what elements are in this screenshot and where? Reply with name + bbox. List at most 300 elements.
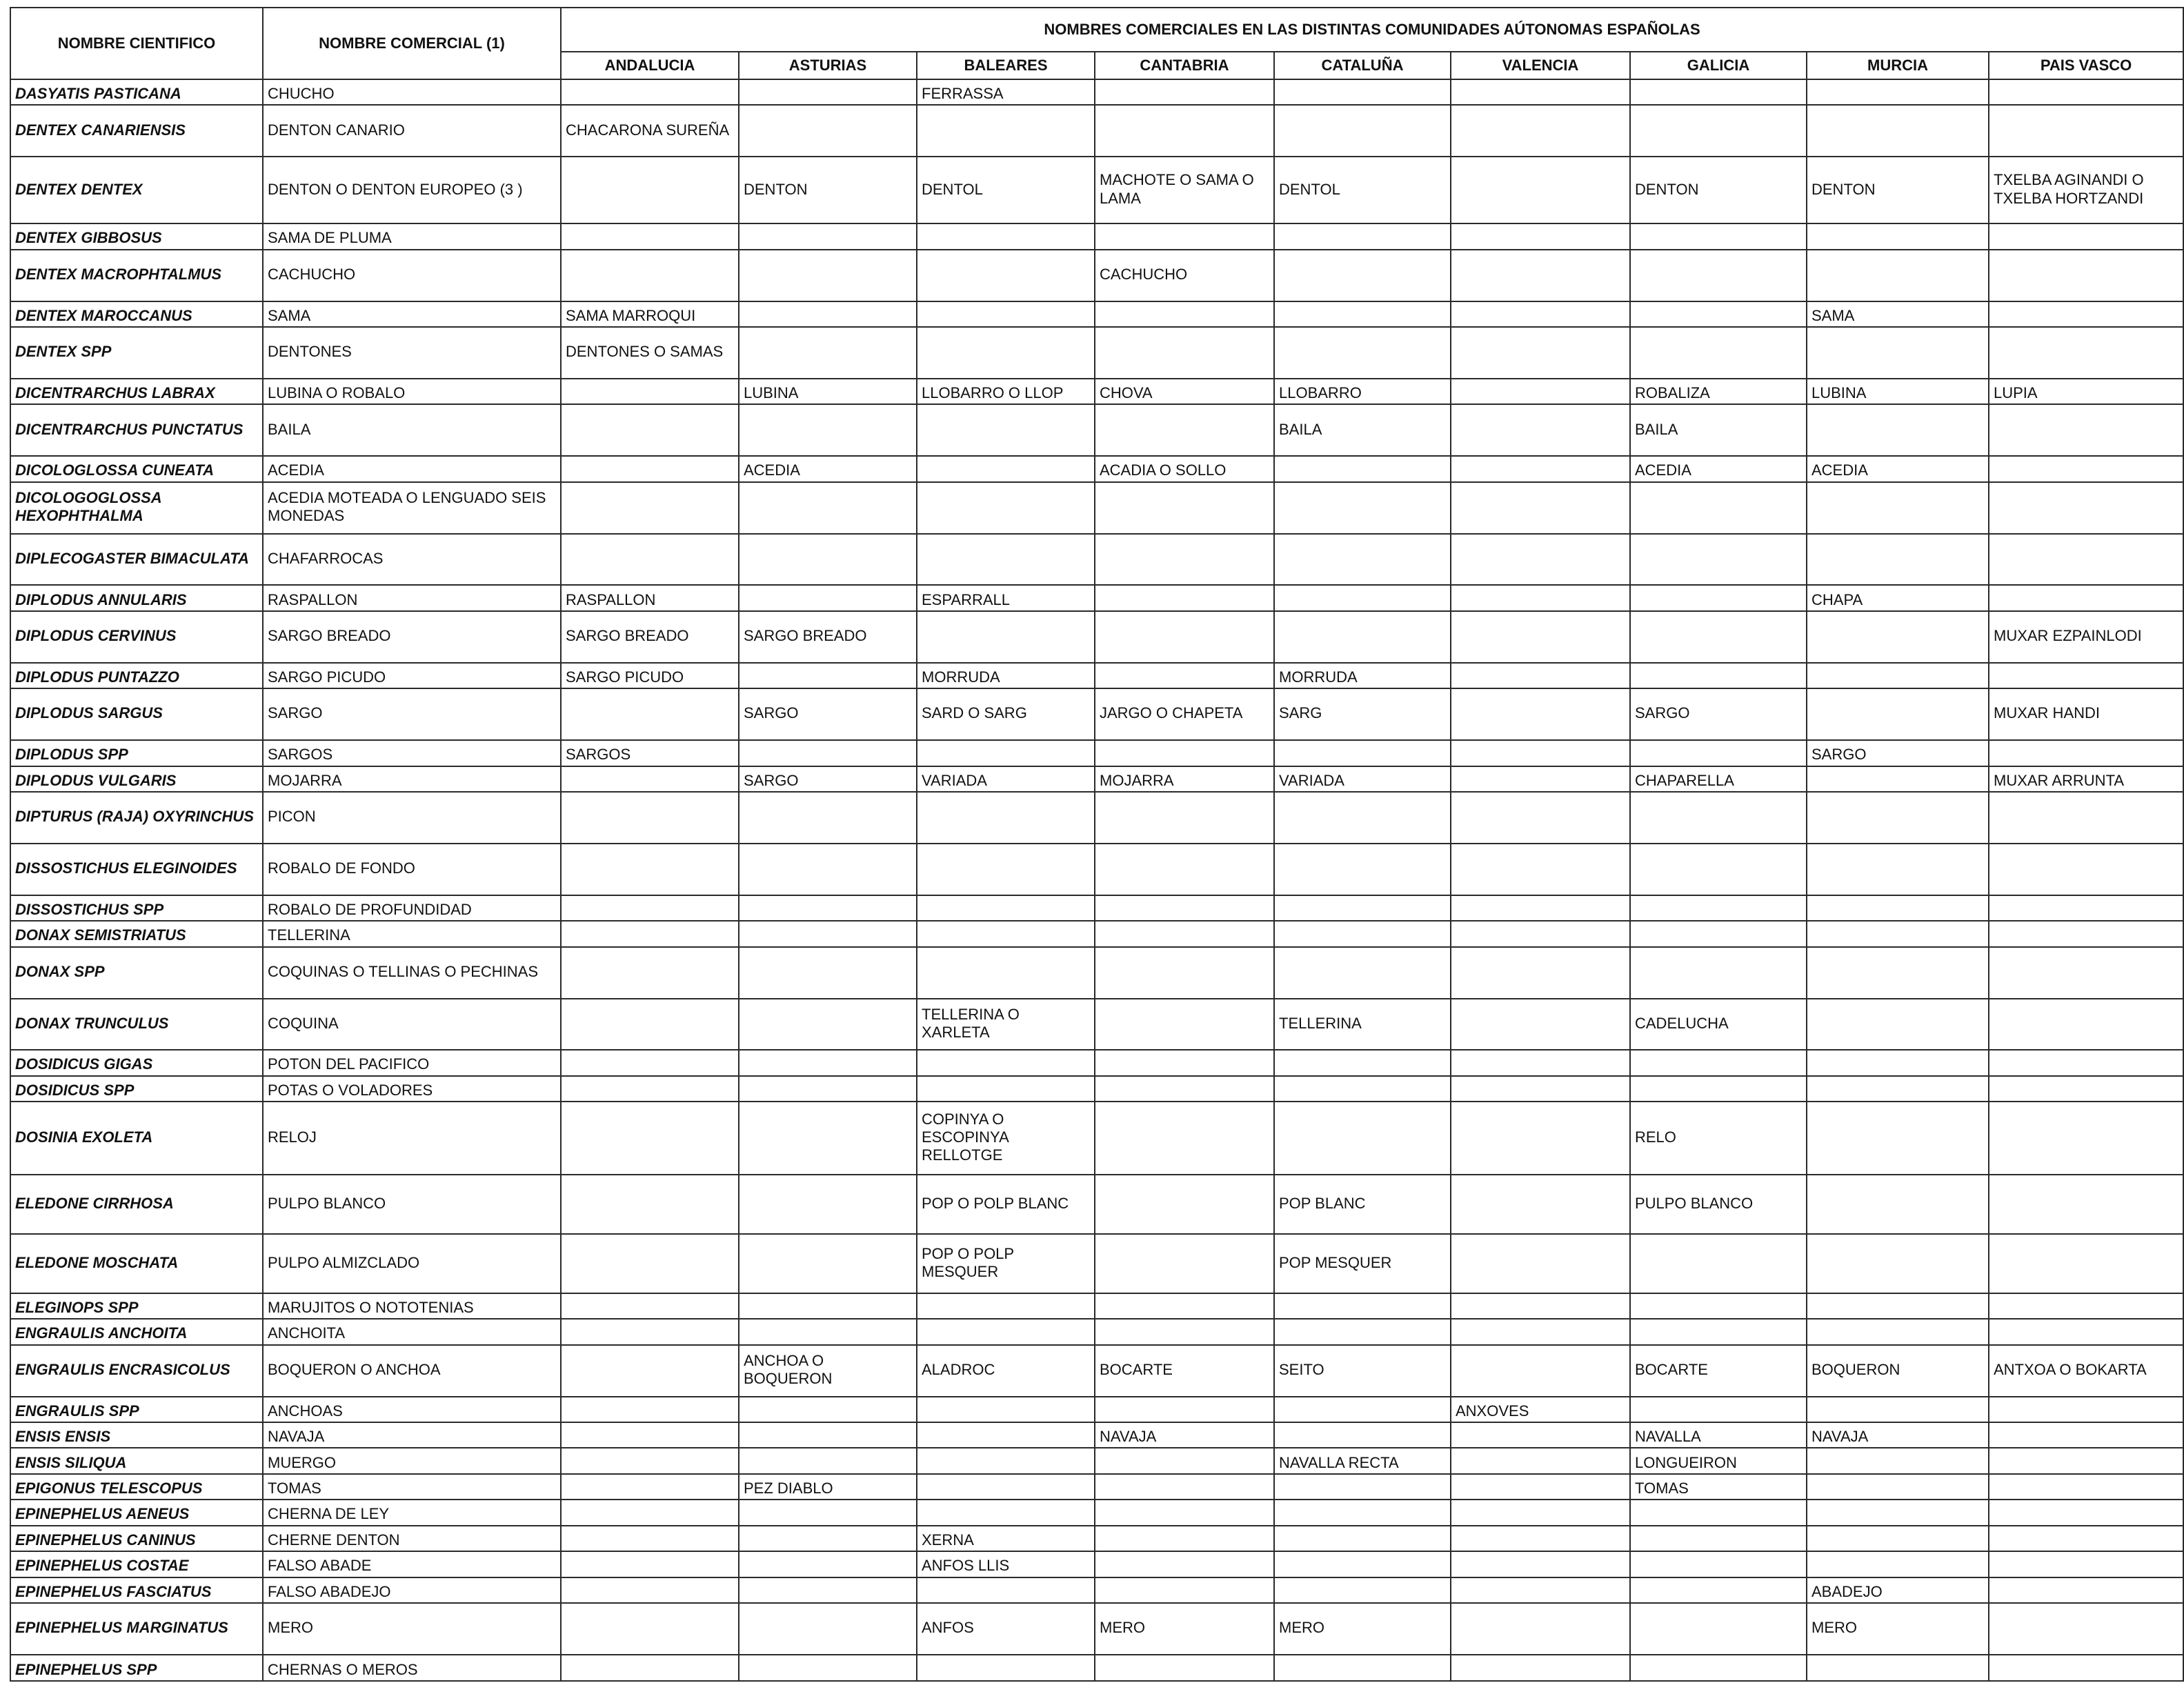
region-name-cell (739, 585, 917, 610)
region-name-cell (917, 895, 1095, 921)
region-name-cell (1095, 1319, 1274, 1344)
region-name-cell (1989, 1448, 2183, 1473)
region-name-cell (739, 1551, 917, 1577)
region-name-cell (561, 250, 739, 301)
scientific-name-cell: ELEDONE CIRRHOSA (10, 1175, 263, 1234)
region-name-cell (1274, 844, 1451, 895)
region-name-cell (1451, 947, 1630, 999)
region-name-cell: DENTON (1630, 157, 1807, 223)
region-name-cell (1095, 301, 1274, 327)
region-name-cell (1095, 1577, 1274, 1603)
commercial-name-cell: FALSO ABADEJO (263, 1577, 561, 1603)
region-name-cell: JARGO O CHAPETA (1095, 688, 1274, 740)
region-name-cell (1630, 947, 1807, 999)
region-name-cell (917, 1577, 1095, 1603)
table-row (10, 250, 2183, 301)
region-name-cell (561, 1175, 739, 1234)
region-name-cell (1630, 1397, 1807, 1422)
region-name-cell (1630, 301, 1807, 327)
region-name-cell: POP O POLP BLANC (917, 1175, 1095, 1234)
scientific-name-cell: EPINEPHELUS AENEUS (10, 1500, 263, 1525)
commercial-name-cell: ANCHOITA (263, 1319, 561, 1344)
region-name-cell (1451, 1422, 1630, 1448)
table-row (10, 1422, 2183, 1448)
region-name-cell: SARG (1274, 688, 1451, 740)
region-name-cell (1095, 947, 1274, 999)
region-name-cell (1630, 895, 1807, 921)
region-name-cell (1095, 921, 1274, 946)
table-row (10, 404, 2183, 456)
region-name-cell (739, 1397, 917, 1422)
region-name-cell (1274, 1319, 1451, 1344)
region-name-cell (561, 1102, 739, 1175)
commercial-name-cell: POTON DEL PACIFICO (263, 1050, 561, 1075)
region-name-cell: LUPIA (1989, 379, 2183, 404)
table-row (10, 585, 2183, 610)
region-name-cell (1095, 1474, 1274, 1500)
region-name-cell: ABADEJO (1807, 1577, 1989, 1603)
region-name-cell (1807, 534, 1989, 586)
region-name-cell: DENTON (739, 157, 917, 223)
scientific-name-cell: ENSIS SILIQUA (10, 1448, 263, 1473)
table-row (10, 1397, 2183, 1422)
scientific-name-cell: DOSINIA EXOLETA (10, 1102, 263, 1175)
region-name-cell (1095, 1500, 1274, 1525)
scientific-name-cell: DOSIDICUS SPP (10, 1076, 263, 1102)
region-name-cell (739, 1500, 917, 1525)
table-row (10, 157, 2183, 223)
region-name-cell (917, 1319, 1095, 1344)
region-name-cell: SARGO (739, 766, 917, 792)
scientific-name-cell: DICOLOGOGLOSSA HEXOPHTHALMA (10, 482, 263, 534)
scientific-name-cell: EPINEPHELUS CANINUS (10, 1526, 263, 1551)
region-name-cell: POP O POLP MESQUER (917, 1234, 1095, 1293)
region-name-cell (917, 1397, 1095, 1422)
table-row (10, 895, 2183, 921)
commercial-name-cell: SARGO PICUDO (263, 663, 561, 688)
region-name-cell (1451, 921, 1630, 946)
region-name-cell (1807, 688, 1989, 740)
region-name-cell: MERO (1095, 1603, 1274, 1655)
table-row (10, 379, 2183, 404)
region-name-cell (561, 1500, 739, 1525)
region-name-cell (1274, 482, 1451, 534)
region-name-cell (1451, 1345, 1630, 1397)
region-name-cell: PULPO BLANCO (1630, 1175, 1807, 1234)
header-row (10, 8, 2183, 52)
commercial-name-cell: SAMA DE PLUMA (263, 223, 561, 249)
region-name-cell (561, 1655, 739, 1681)
region-name-cell (1095, 1655, 1274, 1681)
region-name-cell (561, 1422, 739, 1448)
region-name-cell (1451, 1448, 1630, 1473)
region-name-cell: SARGO PICUDO (561, 663, 739, 688)
region-name-cell: ANTXOA O BOKARTA (1989, 1345, 2183, 1397)
region-name-cell (1274, 1422, 1451, 1448)
region-name-cell (1451, 611, 1630, 663)
scientific-name-cell: DIPLODUS SPP (10, 740, 263, 766)
region-name-cell (1451, 301, 1630, 327)
region-name-cell (1274, 1526, 1451, 1551)
region-name-cell (1989, 895, 2183, 921)
region-name-cell (1630, 250, 1807, 301)
region-name-cell (1807, 223, 1989, 249)
region-name-cell (1807, 1050, 1989, 1075)
region-name-cell (1274, 79, 1451, 105)
commercial-name-cell: POTAS O VOLADORES (263, 1076, 561, 1102)
region-name-cell (1630, 844, 1807, 895)
region-name-cell (739, 1319, 917, 1344)
region-name-cell (1989, 1655, 2183, 1681)
header-region-7: MURCIA (1807, 52, 1989, 79)
region-name-cell (1630, 1050, 1807, 1075)
region-name-cell (1451, 663, 1630, 688)
region-name-cell (1451, 456, 1630, 481)
region-name-cell (739, 1175, 917, 1234)
region-name-cell (1451, 1474, 1630, 1500)
scientific-name-cell: DISSOSTICHUS SPP (10, 895, 263, 921)
commercial-name-cell: LUBINA O ROBALO (263, 379, 561, 404)
region-name-cell (739, 534, 917, 586)
commercial-name-cell: SARGO BREADO (263, 611, 561, 663)
table-row (10, 1345, 2183, 1397)
region-name-cell (917, 921, 1095, 946)
region-name-cell (739, 1102, 917, 1175)
region-name-cell (561, 534, 739, 586)
region-name-cell (1451, 1319, 1630, 1344)
region-name-cell (1630, 1500, 1807, 1525)
region-name-cell: SARGOS (561, 740, 739, 766)
region-name-cell (1274, 1050, 1451, 1075)
region-name-cell (1451, 534, 1630, 586)
region-name-cell (1274, 895, 1451, 921)
region-name-cell (739, 1577, 917, 1603)
region-name-cell: MUXAR ARRUNTA (1989, 766, 2183, 792)
region-name-cell (1989, 921, 2183, 946)
region-name-cell: LLOBARRO O LLOP (917, 379, 1095, 404)
table-row (10, 1603, 2183, 1655)
scientific-name-cell: DIPLODUS VULGARIS (10, 766, 263, 792)
region-name-cell (917, 1655, 1095, 1681)
region-name-cell: TXELBA AGINANDI O TXELBA HORTZANDI (1989, 157, 2183, 223)
scientific-name-cell: DICENTRARCHUS PUNCTATUS (10, 404, 263, 456)
region-name-cell (1989, 1474, 2183, 1500)
scientific-name-cell: DENTEX MAROCCANUS (10, 301, 263, 327)
header-region-8: PAIS VASCO (1989, 52, 2183, 79)
header-region-6: GALICIA (1630, 52, 1807, 79)
region-name-cell: MOJARRA (1095, 766, 1274, 792)
region-name-cell (561, 999, 739, 1050)
region-name-cell (1451, 1293, 1630, 1319)
region-name-cell (739, 79, 917, 105)
region-name-cell (1807, 1551, 1989, 1577)
table-row (10, 1655, 2183, 1681)
region-name-cell (1989, 1319, 2183, 1344)
region-name-cell (1630, 79, 1807, 105)
commercial-name-cell: MOJARRA (263, 766, 561, 792)
region-name-cell (1630, 792, 1807, 844)
scientific-name-cell: EPINEPHELUS MARGINATUS (10, 1603, 263, 1655)
region-name-cell (1095, 740, 1274, 766)
region-name-cell (917, 1500, 1095, 1525)
region-name-cell (1095, 1076, 1274, 1102)
region-name-cell (917, 792, 1095, 844)
region-name-cell: ACEDIA (739, 456, 917, 481)
region-name-cell (1989, 1526, 2183, 1551)
table-row (10, 844, 2183, 895)
region-name-cell: MUXAR HANDI (1989, 688, 2183, 740)
region-name-cell (1095, 105, 1274, 157)
region-name-cell (1989, 740, 2183, 766)
region-name-cell (1095, 844, 1274, 895)
commercial-name-cell: BAILA (263, 404, 561, 456)
scientific-name-cell: EPINEPHELUS FASCIATUS (10, 1577, 263, 1603)
scientific-name-cell: DENTEX CANARIENSIS (10, 105, 263, 157)
region-name-cell (1451, 1655, 1630, 1681)
commercial-name-cell: PULPO BLANCO (263, 1175, 561, 1234)
region-name-cell (1989, 105, 2183, 157)
region-name-cell (917, 482, 1095, 534)
region-name-cell (561, 1448, 739, 1473)
region-name-cell (917, 223, 1095, 249)
region-name-cell (739, 1422, 917, 1448)
region-name-cell (917, 456, 1095, 481)
region-name-cell (739, 1655, 917, 1681)
region-name-cell (561, 895, 739, 921)
region-name-cell: LUBINA (1807, 379, 1989, 404)
header-region-3: CANTABRIA (1095, 52, 1274, 79)
commercial-name-cell: CHAFARROCAS (263, 534, 561, 586)
table-row (10, 999, 2183, 1050)
region-name-cell (1095, 1448, 1274, 1473)
region-name-cell (1989, 301, 2183, 327)
region-name-cell (1274, 792, 1451, 844)
region-name-cell (739, 404, 917, 456)
region-name-cell (1807, 663, 1989, 688)
header-region-0: ANDALUCIA (561, 52, 739, 79)
region-name-cell: ANFOS LLIS (917, 1551, 1095, 1577)
region-name-cell (1095, 585, 1274, 610)
region-name-cell (561, 688, 739, 740)
region-name-cell: MERO (1807, 1603, 1989, 1655)
commercial-name-cell: ROBALO DE PROFUNDIDAD (263, 895, 561, 921)
region-name-cell (739, 921, 917, 946)
region-name-cell (1807, 1474, 1989, 1500)
region-name-cell (1451, 740, 1630, 766)
region-name-cell (917, 740, 1095, 766)
scientific-name-cell: ENGRAULIS ENCRASICOLUS (10, 1345, 263, 1397)
scientific-name-cell: DISSOSTICHUS ELEGINOIDES (10, 844, 263, 895)
region-name-cell (1095, 327, 1274, 379)
region-name-cell: DENTOL (917, 157, 1095, 223)
region-name-cell: MACHOTE O SAMA O LAMA (1095, 157, 1274, 223)
scientific-name-cell: DIPLODUS SARGUS (10, 688, 263, 740)
region-name-cell (1095, 1050, 1274, 1075)
table-row (10, 1526, 2183, 1551)
region-name-cell (917, 844, 1095, 895)
table-row (10, 740, 2183, 766)
region-name-cell (1807, 1175, 1989, 1234)
scientific-name-cell: DENTEX SPP (10, 327, 263, 379)
region-name-cell (739, 740, 917, 766)
region-name-cell: SAMA (1807, 301, 1989, 327)
commercial-name-cell: ANCHOAS (263, 1397, 561, 1422)
region-name-cell (739, 895, 917, 921)
region-name-cell (1630, 327, 1807, 379)
table-row (10, 611, 2183, 663)
scientific-name-cell: DONAX SEMISTRIATUS (10, 921, 263, 946)
region-name-cell (1095, 1397, 1274, 1422)
region-name-cell: SARGO (1807, 740, 1989, 766)
region-name-cell (1095, 223, 1274, 249)
region-name-cell (739, 105, 917, 157)
region-name-cell (1274, 1474, 1451, 1500)
region-name-cell (1274, 456, 1451, 481)
region-name-cell (1807, 792, 1989, 844)
region-name-cell: MERO (1274, 1603, 1451, 1655)
region-name-cell (1989, 482, 2183, 534)
region-name-cell: LUBINA (739, 379, 917, 404)
region-name-cell (1989, 1397, 2183, 1422)
region-name-cell (1630, 534, 1807, 586)
region-name-cell (1807, 611, 1989, 663)
table-row (10, 1234, 2183, 1293)
header-scientific-name: NOMBRE CIENTIFICO (10, 8, 263, 79)
region-name-cell (917, 1076, 1095, 1102)
region-name-cell: LONGUEIRON (1630, 1448, 1807, 1473)
region-name-cell (1807, 250, 1989, 301)
region-name-cell (1274, 611, 1451, 663)
scientific-name-cell: DASYATIS PASTICANA (10, 79, 263, 105)
region-name-cell (1095, 482, 1274, 534)
scientific-name-cell: EPIGONUS TELESCOPUS (10, 1474, 263, 1500)
region-name-cell (561, 1293, 739, 1319)
region-name-cell (917, 404, 1095, 456)
region-name-cell (1807, 1102, 1989, 1175)
header-region-1: ASTURIAS (739, 52, 917, 79)
region-name-cell (739, 327, 917, 379)
table-row (10, 663, 2183, 688)
region-name-cell (1451, 1577, 1630, 1603)
region-name-cell (561, 766, 739, 792)
region-name-cell (917, 1293, 1095, 1319)
region-name-cell (1095, 1175, 1274, 1234)
region-name-cell (1095, 404, 1274, 456)
region-name-cell (1807, 766, 1989, 792)
table-row (10, 456, 2183, 481)
region-name-cell (917, 1422, 1095, 1448)
region-name-cell (1989, 327, 2183, 379)
region-name-cell (739, 1050, 917, 1075)
table-row (10, 301, 2183, 327)
scientific-name-cell: DICOLOGLOSSA CUNEATA (10, 456, 263, 481)
region-name-cell (739, 1526, 917, 1551)
region-name-cell (917, 105, 1095, 157)
region-name-cell: DENTONES O SAMAS (561, 327, 739, 379)
region-name-cell (1989, 1551, 2183, 1577)
region-name-cell (1274, 1500, 1451, 1525)
region-name-cell (1451, 157, 1630, 223)
table-row (10, 1474, 2183, 1500)
region-name-cell (561, 1603, 739, 1655)
table-row (10, 947, 2183, 999)
region-name-cell (739, 1234, 917, 1293)
table-body (10, 79, 2183, 1681)
commercial-name-cell: CACHUCHO (263, 250, 561, 301)
region-name-cell (1989, 456, 2183, 481)
region-name-cell: CACHUCHO (1095, 250, 1274, 301)
scientific-name-cell: DIPTURUS (RAJA) OXYRINCHUS (10, 792, 263, 844)
scientific-name-cell: DONAX SPP (10, 947, 263, 999)
region-name-cell (1274, 534, 1451, 586)
table-row (10, 921, 2183, 946)
region-name-cell: MORRUDA (917, 663, 1095, 688)
region-name-cell (1989, 1500, 2183, 1525)
scientific-name-cell: DICENTRARCHUS LABRAX (10, 379, 263, 404)
region-name-cell (1630, 1577, 1807, 1603)
region-name-cell (1451, 404, 1630, 456)
region-name-cell (561, 482, 739, 534)
region-name-cell (1989, 1603, 2183, 1655)
region-name-cell: SARD O SARG (917, 688, 1095, 740)
region-name-cell (739, 250, 917, 301)
region-name-cell: TOMAS (1630, 1474, 1807, 1500)
region-name-cell (1807, 999, 1989, 1050)
commercial-name-cell: PULPO ALMIZCLADO (263, 1234, 561, 1293)
region-name-cell (1451, 688, 1630, 740)
region-name-cell: ESPARRALL (917, 585, 1095, 610)
region-name-cell (1630, 223, 1807, 249)
region-name-cell: NAVAJA (1095, 1422, 1274, 1448)
region-name-cell (739, 482, 917, 534)
region-name-cell (1274, 327, 1451, 379)
region-name-cell: BOQUERON (1807, 1345, 1989, 1397)
scientific-name-cell: DENTEX DENTEX (10, 157, 263, 223)
header-region-5: VALENCIA (1451, 52, 1630, 79)
region-name-cell: CHOVA (1095, 379, 1274, 404)
region-name-cell: BAILA (1274, 404, 1451, 456)
region-name-cell (1274, 585, 1451, 610)
region-name-cell: BOCARTE (1095, 1345, 1274, 1397)
region-name-cell (1630, 663, 1807, 688)
region-name-cell (1807, 1319, 1989, 1344)
region-name-cell (1095, 534, 1274, 586)
commercial-name-cell: TOMAS (263, 1474, 561, 1500)
region-name-cell (1451, 223, 1630, 249)
region-name-cell (739, 1603, 917, 1655)
table-row (10, 1551, 2183, 1577)
region-name-cell (917, 1474, 1095, 1500)
region-name-cell (1807, 404, 1989, 456)
region-name-cell (1630, 921, 1807, 946)
region-name-cell (561, 1551, 739, 1577)
region-name-cell (1095, 792, 1274, 844)
region-name-cell (1989, 250, 2183, 301)
region-name-cell (1451, 1551, 1630, 1577)
region-name-cell: SARGO BREADO (561, 611, 739, 663)
commercial-name-cell: COQUINA (263, 999, 561, 1050)
commercial-name-cell: RELOJ (263, 1102, 561, 1175)
region-name-cell (1274, 1655, 1451, 1681)
region-name-cell (739, 1293, 917, 1319)
commercial-name-cell: SARGO (263, 688, 561, 740)
region-name-cell (1807, 1526, 1989, 1551)
region-name-cell: SARGO BREADO (739, 611, 917, 663)
region-name-cell (739, 223, 917, 249)
region-name-cell: COPINYA O ESCOPINYA RELLOTGE (917, 1102, 1095, 1175)
region-name-cell: ANFOS (917, 1603, 1095, 1655)
region-name-cell (561, 379, 739, 404)
